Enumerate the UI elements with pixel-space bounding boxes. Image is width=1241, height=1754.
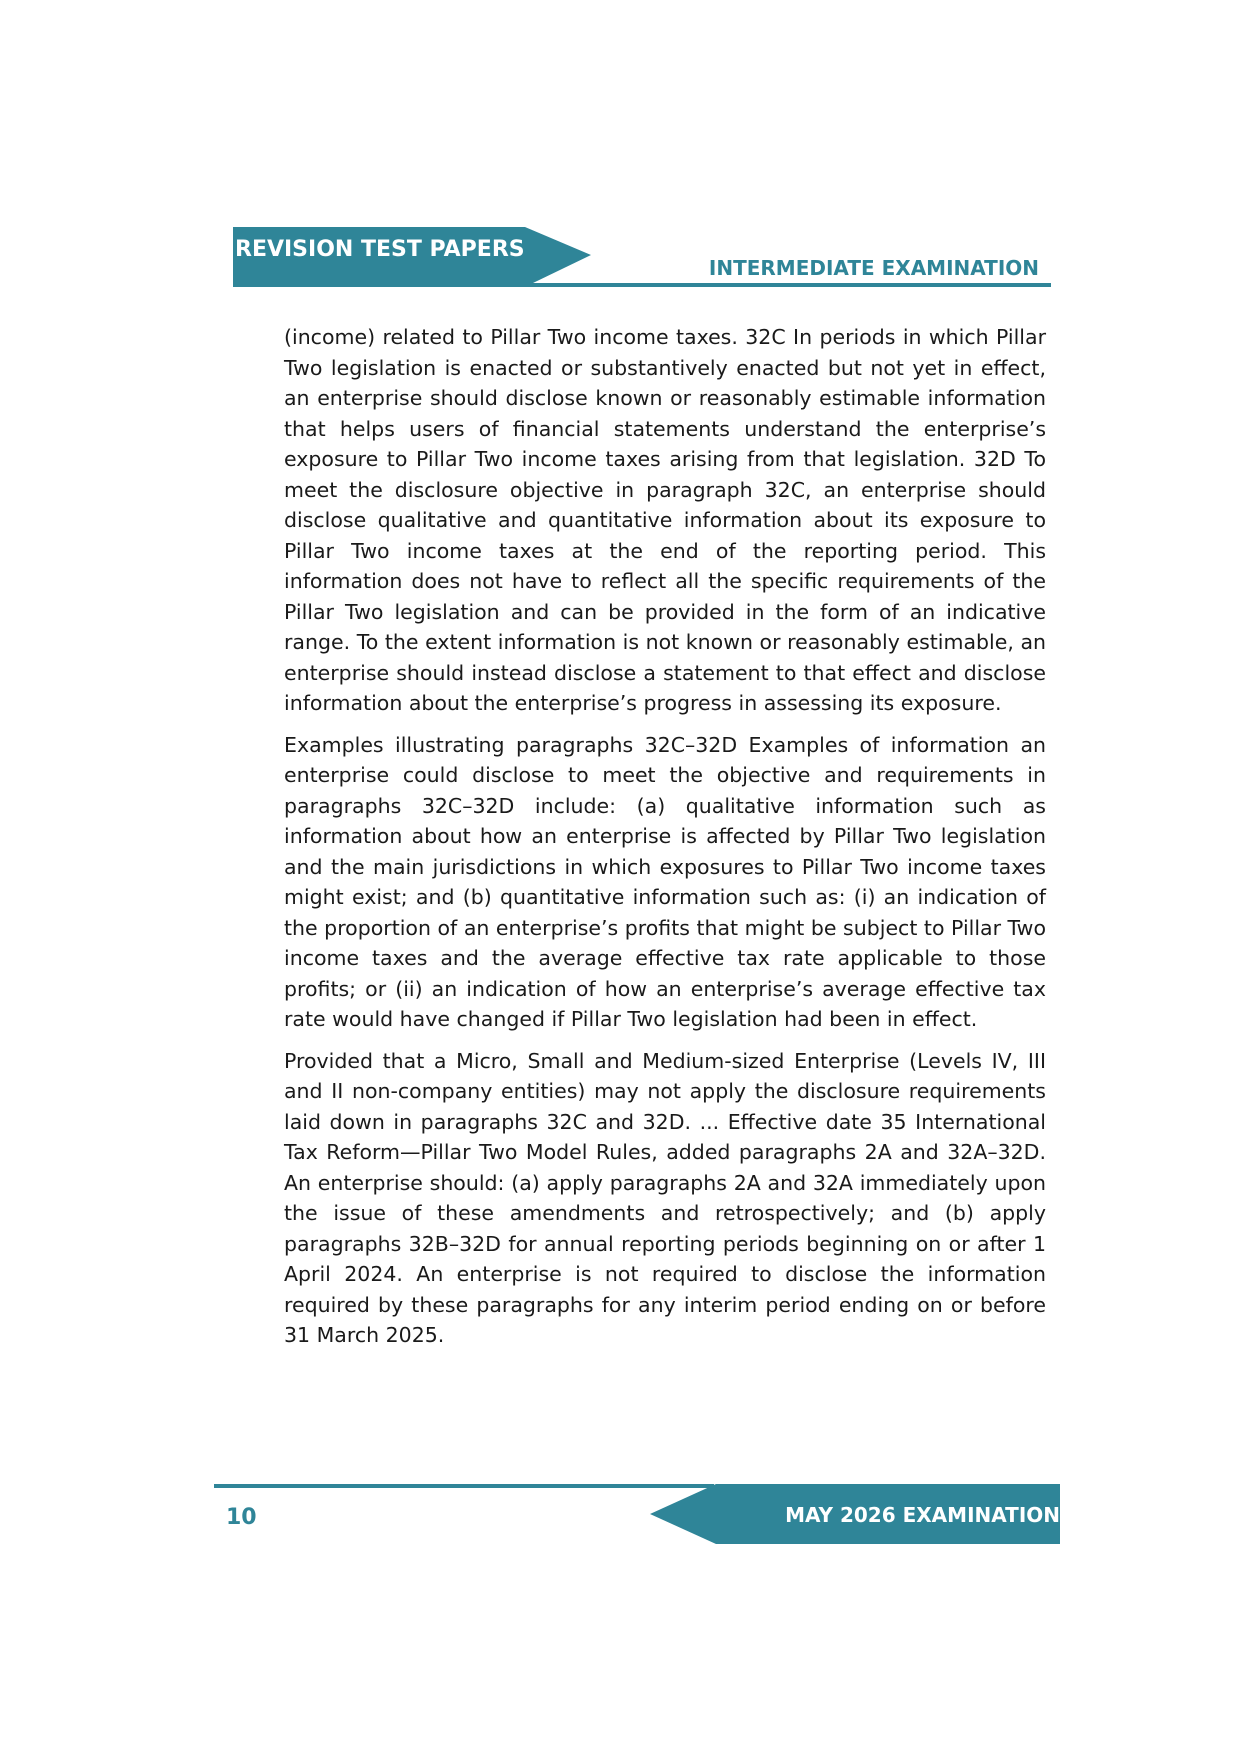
header-banner	[233, 227, 593, 287]
footer-exam-title: MAY 2026 EXAMINATION	[785, 1503, 1060, 1527]
body-paragraph-3: Provided that a Micro, Small and Medium-sized Enterprise (Levels IV, III and II non-company entities) may not apply the disclosure requirements laid down in paragraphs 32C and 32D. ... Effective date 35 International Tax Reform—Pillar Two Model Rules, added paragraphs 2A and 32A–32D. An enterprise should: (a) apply paragraphs 2A and 32A immediately upon the issue of these amendments and retrospectively; and (b) apply paragraphs 32B–32D for annual reporting periods beginning on or after 1 April 2024. An enterprise is not required to disclose the information required by these paragraphs for any interim period ending on or before 31 March 2025.	[284, 1048, 1046, 1347]
body-paragraph-1: (income) related to Pillar Two income taxes. 32C In periods in which Pillar Two legislation is enacted or substantively enacted but not yet in effect, an enterprise should disclose known or reasonably estimable information that helps users of financial statements understand the enterprise’s exposure to Pillar Two income taxes arising from that legislation. 32D To meet the disclosure objective in paragraph 32C, an enterprise should disclose qualitative and quantitative information about its exposure to Pillar Two income taxes at the end of the reporting period. This information does not have to reflect all the specific requirements of the Pillar Two legislation and can be provided in the form of an indicative range. To the extent information is not known or reasonably estimable, an enterprise should instead disclose a statement to that effect and disclose information about the enterprise’s progress in assessing its exposure.	[284, 325, 1046, 715]
body-paragraph-2: Examples illustrating paragraphs 32C–32D Examples of information an enterprise could disclose to meet the objective and requirements in paragraphs 32C–32D include: (a) qualitative information such as information about how an enterprise is affected by Pillar Two legislation and the main jurisdictions in which exposures to Pillar Two income taxes might exist; and (b) quantitative information such as: (i) an indication of the proportion of an enterprise’s profits that might be subject to Pillar Two income taxes and the average effective tax rate applicable to those profits; or (ii) an indication of how an enterprise’s average effective tax rate would have changed if Pillar Two legislation had been in effect.	[284, 732, 1046, 1031]
page-number: 10	[226, 1505, 257, 1530]
footer-banner	[650, 1484, 1060, 1544]
header-banner-title: REVISION TEST PAPERS	[235, 237, 525, 262]
header-divider	[233, 283, 1051, 287]
main-content	[284, 322, 1046, 1362]
header-exam-title: INTERMEDIATE EXAMINATION	[708, 256, 1039, 280]
footer-divider	[214, 1484, 714, 1488]
